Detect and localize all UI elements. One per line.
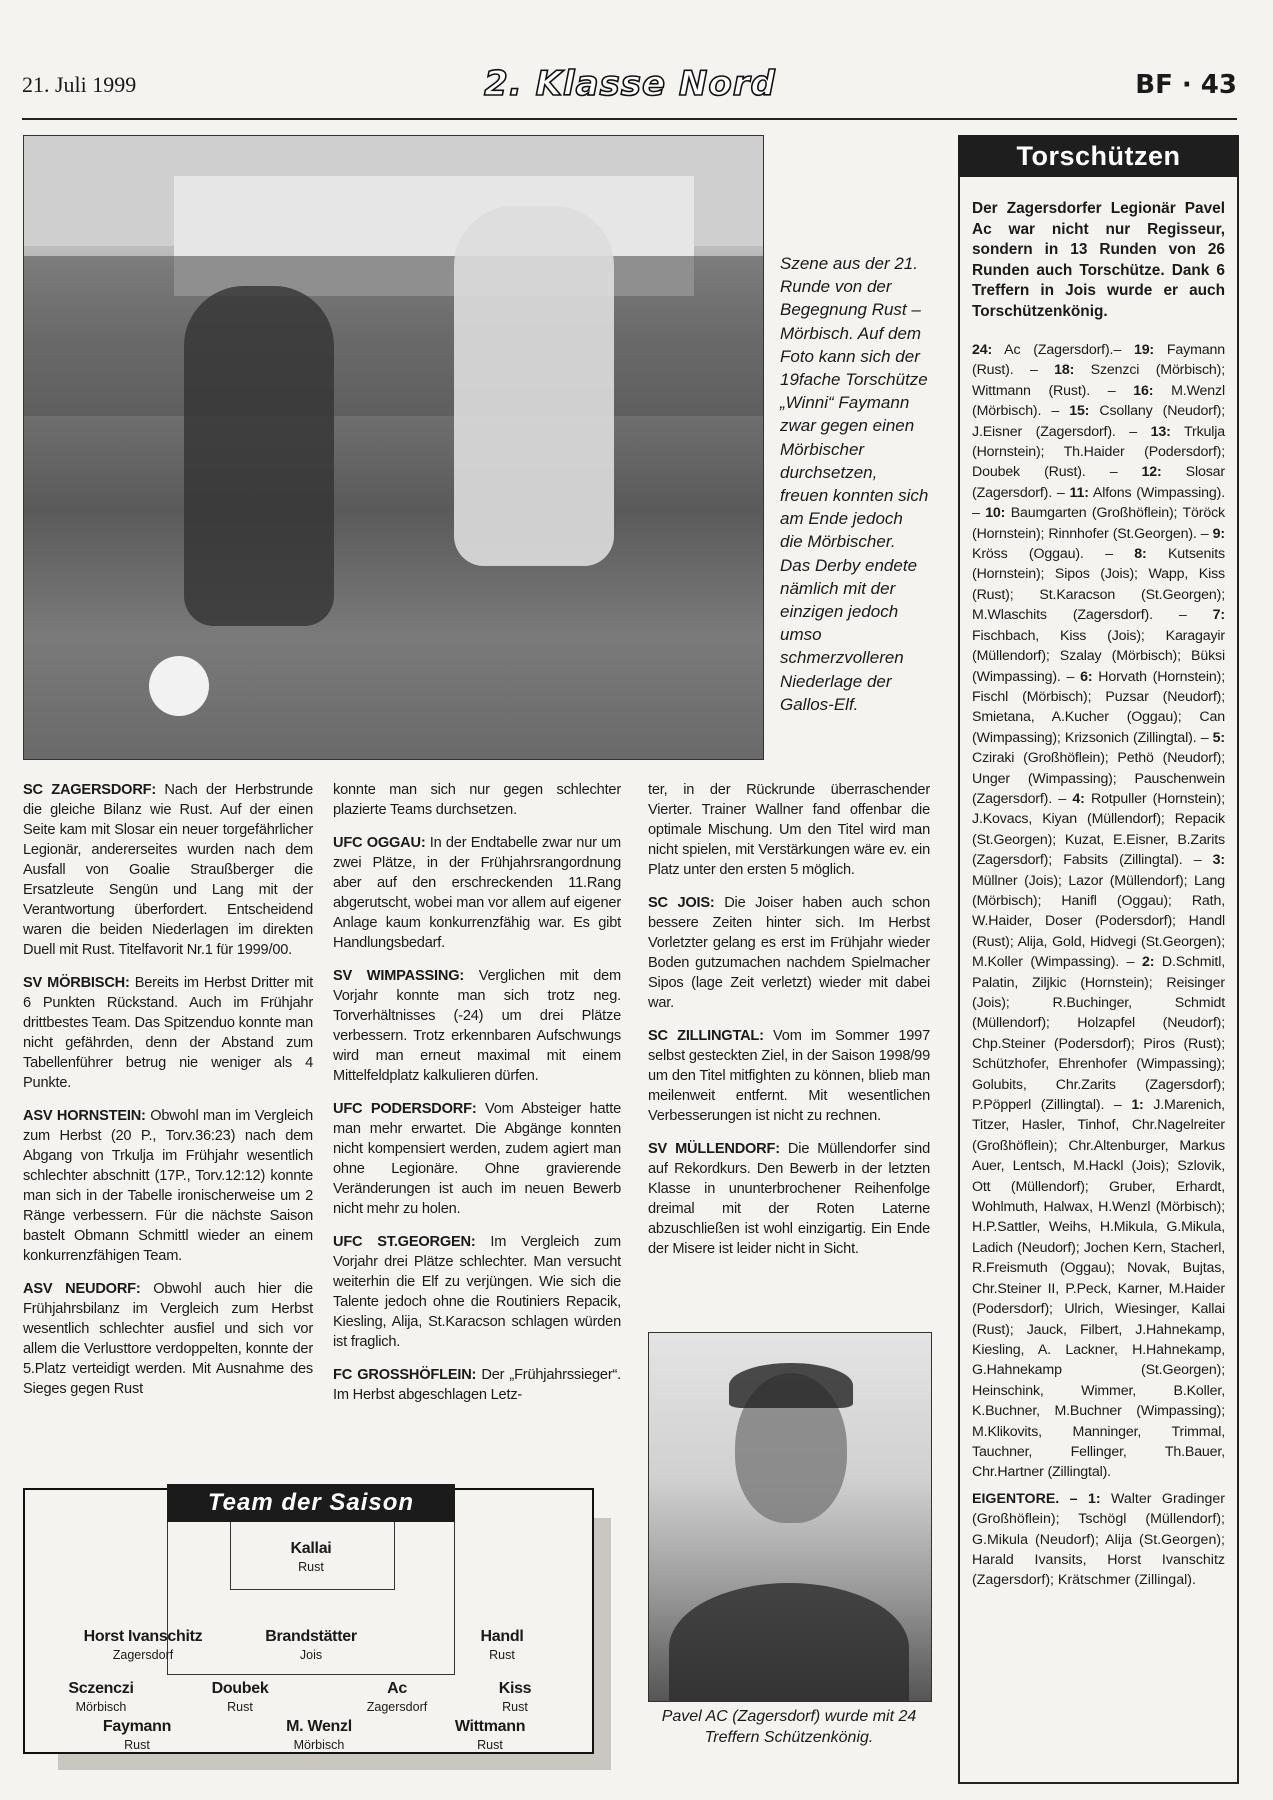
article-paragraph (648, 893, 930, 1013)
player-club: Rust (298, 1560, 324, 1574)
own-goals-label: EIGENTORE. – (972, 1490, 1078, 1507)
scorer-names: Kröss (Oggau). – (972, 546, 1135, 563)
goal-count: 15: (1069, 403, 1090, 420)
article-heading: SC ZILLINGTAL: (648, 1028, 764, 1044)
article-column-3 (648, 780, 930, 1272)
goal-count: 2: (1141, 954, 1155, 971)
portrait-caption: Pavel AC (Zagersdorf) wurde mit 24 Treffern Schützenkönig. (661, 1708, 917, 1746)
article-body: konnte man sich nur gegen schlechter plazierte Teams durchsetzen. (333, 782, 621, 818)
scorer-names: Baumgarten (Großhöflein); Töröck (Hornstein); Rinnhofer (St.Georgen). – (972, 505, 1225, 542)
article-body: Bereits im Herbst Dritter mit 6 Punkten Rückstand. Auch im Frühjahr drittbestes Team. Das Spitzenduo konnte man nicht gefährden, denn der Abstand zum Tabellenführer betrug nie weniger als 4 Punkte. (23, 975, 313, 1091)
player-entry (422, 1628, 582, 1662)
goal-count: 18: (1054, 362, 1075, 379)
article-body: Die Müllendorfer sind auf Rekordkurs. Den Bewerb in der letzten Klasse in ununterbrochener Reihenfolge dreimal mit der Roten Laterne abzuschließen ist wohl einzigartig. Ein Ende der Misere ist leider nicht in Sicht. (648, 1141, 930, 1257)
scorer-names: Slosar (Zagersdorf). – (972, 464, 1225, 501)
article-heading: ASV NEUDORF: (23, 1281, 141, 1297)
scorers-box (958, 135, 1239, 1784)
scorer-names: Faymann (Rust). – (972, 342, 1225, 379)
article-paragraph (333, 780, 621, 820)
player-name: M. Wenzl (286, 1718, 352, 1735)
goal-count: 24: (972, 342, 993, 358)
player-club: Mörbisch (293, 1738, 345, 1752)
scorers-title: Torschützen (958, 135, 1239, 177)
player-entry (63, 1628, 223, 1662)
scorers-list (972, 340, 1225, 1483)
scorer-names: Rotpuller (Hornstein); J.Kovacs, Kiyan (Müllendorf); Repacik (St.Georgen); Kuzat, E.Eisner, B.Zarits (Zagersdorf); Fabsits (Zillingtal). – (972, 790, 1225, 869)
player-entry (435, 1680, 595, 1714)
article-heading: SC ZAGERSDORF: (23, 782, 157, 798)
article-paragraph (648, 1139, 930, 1259)
player-name: Sczenczi (68, 1680, 134, 1697)
article-paragraph (333, 833, 621, 953)
scorer-names: Fischbach, Kiss (Jois); Karagayir (Müllendorf); Szalay (Mörbisch); Büksi (Wimpassing). – (972, 627, 1225, 685)
player-entry (231, 1628, 391, 1662)
article-heading: SV WIMPASSING: (333, 968, 465, 984)
photo-caption: Szene aus der 21. Runde von der Begegnung Rust – Mörbisch. Auf dem Foto kann sich der 19fache Torschütze „Winni“ Faymann zwar gegen einen Mörbischer durchsetzen, freuen konnten sich am Ende jedoch die Mörbischer. Das Derby endete nämlich mit der einzigen jedoch umso schmerzvolleren Niederlage der Gallos-Elf. (780, 254, 929, 714)
player-name: Kallai (290, 1540, 332, 1557)
scorer-names: Kutsenits (Hornstein); Sipos (Jois); Wapp, Kiss (Rust); St.Karacson (St.Georgen); M.Wlaschits (Zagersdorf). – (972, 546, 1225, 624)
goal-count: 12: (1141, 464, 1162, 481)
player-club: Mörbisch (75, 1700, 127, 1714)
pitch-frame (23, 1488, 594, 1754)
player-name: Handl (480, 1628, 524, 1645)
scorer-names: Cziraki (Großhöflein); Pethö (Neudorf); Unger (Wimpassing); Pauschenwein (Zagersdorf). – (972, 750, 1225, 807)
goal-count: 10: (985, 505, 1006, 522)
scorer-names: D.Schmitl, Palatin, Ziljkic (Hornstein); Reisinger (Jois); R.Buchinger, Schmidt (Müllendorf); Holzapfel (Neudorf); Chp.Steiner (Podersdorf); Piros (Rust); Schützhofer, Ehrenhofer (Wimpassing); Golubits, Chr.Zarits (Zagersdorf); P.Pöpperl (Zillingtal). – (972, 954, 1225, 1114)
article-paragraph (333, 1099, 621, 1219)
article-heading: UFC PODERSDORF: (333, 1101, 477, 1117)
scorer-names: Trkulja (Hornstein); Th.Haider (Podersdorf); Doubek (Rust). – (972, 423, 1225, 481)
player-portrait (648, 1332, 932, 1702)
goal-count: 5: (1212, 729, 1225, 746)
player-club: Jois (299, 1648, 323, 1662)
goal-count: 3: (1212, 852, 1225, 869)
article-heading: ASV HORNSTEIN: (23, 1108, 146, 1124)
player-club: Zagersdorf (112, 1648, 174, 1662)
scorer-names: Horvath (Hornstein); Fischl (Mörbisch); Puzsar (Neudorf); Smietana, A.Kucher (Oggau); Can (Wimpassing); Krizsonich (Zillingtal). – (972, 668, 1225, 746)
own-goals (972, 1489, 1225, 1591)
article-paragraph (333, 1232, 621, 1352)
article-heading: SV MÜLLENDORF: (648, 1141, 780, 1157)
player-entry (57, 1718, 217, 1752)
scorer-names: M.Wenzl (Mörbisch). – (972, 382, 1225, 420)
article-heading: SV MÖRBISCH: (23, 975, 130, 991)
article-paragraph (23, 780, 313, 960)
scorer-names: J.Marenich, Titzer, Hasler, Tinhof, Chr.Nagelreiter (Großhöflein); Chr.Altenburger, Markus Auer, Lentsch, M.Hackl (Jois); Szlovik, Ott (Müllendorf); Gruber, Erhardt, Wohlmuth, Halwax, H.Wenzl (Mörbisch); H.P.Sattler, Weihs, H.Mikula, G.Mikula, Ladich (Neudorf); Jochen Kern, Stacherl, R.Freismuth (Oggau); Novak, Bujtas, Chr.Steiner II, P.Peck, Karner, M.Haider (Podersdorf); Ulrich, Wiesinger, Kallai (Rust); Jauck, Filbert, J.Hahnekamp, Kiesling, A. Lackner, H.Hahnekamp, G.Hahnekamp (St.Georgen); Heinschink, Wimmer, B.Koller, K.Buchner, M.Buchner (Wimpassing); M.Klikovits, Manninger, Trimmal, Tauchner, Fellinger, Th.Bauer, Chr.Hartner (Zillingtal). (972, 1097, 1225, 1481)
player-club: Rust (227, 1700, 253, 1714)
own-goals-count: 1: (1087, 1490, 1101, 1507)
article-heading: UFC OGGAU: (333, 835, 426, 851)
article-body: Obwohl man im Vergleich zum Herbst (20 P., Torv.36:23) nach dem Abgang von Trkulja im Frühjahr wesentlich schlechter abschnitt (17P., Torv.12:12) konnte man sich in der Tabelle ironischerweise um 2 Ränge verbessern. Für die nächste Saison bastelt Obmann Schmittl wieder an einem konkurrenzfähigen Team. (23, 1108, 313, 1264)
team-title: Team der Saison (167, 1484, 455, 1522)
player-entry (231, 1540, 391, 1574)
goal-count: 19: (1133, 342, 1155, 358)
article-paragraph (23, 1106, 313, 1266)
player-name: Ac (387, 1680, 407, 1697)
player-name: Faymann (102, 1718, 172, 1735)
player-name: Kiss (498, 1680, 532, 1697)
page-number: BF · 43 (1135, 70, 1237, 100)
own-goals-names: Walter Gradinger (Großhöflein); Tschögl (Müllendorf); G.Mikula (Neudorf); Alija (St.Georgen); Harald Ivansits, Horst Ivanschitz (Zagersdorf); Krätschmer (Zillingal). (972, 1490, 1225, 1589)
goal-count: 7: (1212, 607, 1225, 624)
article-body: Obwohl auch hier die Frühjahrsbilanz im Vergleich zum Herbst wesentlich schlechter ausfiel und sich vor allem die Verlusttore verdoppelten, konnte der 5.Platz verteidigt werden. Mit Ausnahme des Sieges gegen Rust (23, 1281, 313, 1397)
article-body: Verglichen mit dem Vorjahr konnte man sich trotz neg. Torverhältnisses (-24) um drei Plätze verbessern. Trotz erkennbaren Aufschwungs wird man erneut maximal mit einem Mittelfeldplatz kalkulieren dürfen. (333, 968, 622, 1084)
article-body: Vom im Sommer 1997 selbst gesteckten Ziel, in der Saison 1998/99 um den Titel mitfighten zu können, blieb man meilenweit entfernt. Mit wesentlichen Verbesserungen ist nicht zu rechnen. (648, 1028, 930, 1124)
issue-date: 21. Juli 1999 (22, 72, 137, 97)
article-body: Die Joiser haben auch schon bessere Zeiten hinter sich. Im Herbst Vorletzter gelang es erst im Frühjahr wieder Boden gutzumachen nachdem Spielmacher Sipos (lage Zeit verletzt) wieder mit dabei war. (648, 895, 930, 1011)
goal-count: 16: (1133, 382, 1154, 399)
article-heading: UFC ST.GEORGEN: (333, 1234, 476, 1250)
player-club: Rust (502, 1700, 528, 1714)
article-column-1 (23, 780, 313, 1412)
article-body: Vom Absteiger hatte man mehr erwartet. Die Abgänge konnten nicht kompensiert werden, zudem agiert man ohne Legionäre. Ohne gravierende Veränderungen ist auch im neuen Bewerb nicht mehr zu holen. (333, 1101, 621, 1217)
goal-count: 8: (1134, 546, 1147, 563)
goal-count: 1: (1131, 1097, 1144, 1114)
player-name: Doubek (211, 1680, 269, 1697)
scorer-names: Müllner (Jois); Lazor (Müllendorf); Lang (Mörbisch); Hanifl (Oggau); Rath, W.Haider, Doser (Podersdorf); Handl (Rust); Alija, Gold, Hidvegi (St.Georgen); M.Koller (Wimpassing). – (972, 872, 1225, 971)
article-column-2 (333, 780, 621, 1418)
goal-count: 13: (1150, 423, 1171, 440)
article-body: Im Vergleich zum Vorjahr drei Plätze schlechter. Man versucht weiterhin die Elf zu verjüngen. Wie sich die Talente jedoch ohne die Routiniers Repacik, Kiesling, Alija, St.Karacson schlagen würden ist fraglich. (333, 1234, 621, 1350)
player-club: Rust (477, 1738, 503, 1752)
article-paragraph (23, 973, 313, 1093)
article-paragraph (23, 1279, 313, 1399)
scorers-intro: Der Zagersdorfer Legionär Pavel Ac war nicht nur Regisseur, sondern in 13 Runden von 26 Runden auch Torschütze. Dank 6 Treffern in Jois wurde er auch Torschützenkönig. (972, 200, 1225, 320)
match-photo (23, 135, 764, 760)
player-name: Brandstätter (265, 1628, 357, 1645)
player-entry (410, 1718, 570, 1752)
article-heading: SC JOIS: (648, 895, 715, 911)
player-club: Rust (489, 1648, 515, 1662)
scorer-names: Csollany (Neudorf); J.Eisner (Zagersdorf). – (972, 403, 1225, 440)
goal-count: 9: (1212, 525, 1225, 542)
scorer-names: Szenzci (Mörbisch); Wittmann (Rust). – (972, 362, 1225, 399)
player-entry (160, 1680, 320, 1714)
article-heading: FC GROSSHÖFLEIN: (333, 1367, 477, 1383)
article-paragraph (648, 1026, 930, 1126)
section-title: 2. Klasse Nord (484, 64, 776, 104)
scorer-names: Ac (Zagersdorf).– (992, 342, 1134, 358)
player-entry (21, 1680, 181, 1714)
player-name: Horst Ivanschitz (83, 1628, 203, 1645)
team-of-season-box (23, 1480, 596, 1768)
article-paragraph (333, 1365, 621, 1405)
goal-count: 11: (1069, 484, 1089, 501)
player-name: Wittmann (454, 1718, 526, 1735)
scorer-names: Alfons (Wimpassing). – (972, 484, 1225, 522)
article-body: In der Endtabelle zwar nur um zwei Plätze, in der Frühjahrsrangordnung aber auf den erschreckenden 11.Rang abgerutscht, wobei man vor allem auf eigener Anlage kaum konkurrenzfähig war. Es gibt Handlungsbedarf. (333, 835, 621, 951)
article-body: Nach der Herbstrunde die gleiche Bilanz wie Rust. Auf der einen Seite kam mit Slosar ein neuer torgefährlicher Legionär, andererseites wurden nach dem Ausfall von Goalie Straußberger die Ersatzleute Sengün und Lang mit der Verantwortung überfordert. Entscheidend waren die beiden Niederlagen im direkten Duell mit Rust. Titelfavorit Nr.1 für 1999/00. (23, 782, 314, 958)
article-body: ter, in der Rückrunde überraschender Vierter. Trainer Wallner fand offenbar die optimale Mischung. Um den Titel wird man nicht spielen, mit Verstärkungen wäre ev. ein Platz unter den ersten 5 möglich. (648, 782, 930, 878)
player-entry (239, 1718, 399, 1752)
goal-count: 4: (1072, 790, 1085, 807)
article-paragraph (648, 780, 930, 880)
player-club: Rust (124, 1738, 150, 1752)
player-club: Zagersdorf (366, 1700, 428, 1714)
header-rule (22, 118, 1237, 120)
article-body: Der „Frühjahrssieger“. Im Herbst abgeschlagen Letz- (333, 1367, 621, 1403)
article-paragraph (333, 966, 621, 1086)
goal-count: 6: (1080, 668, 1093, 685)
